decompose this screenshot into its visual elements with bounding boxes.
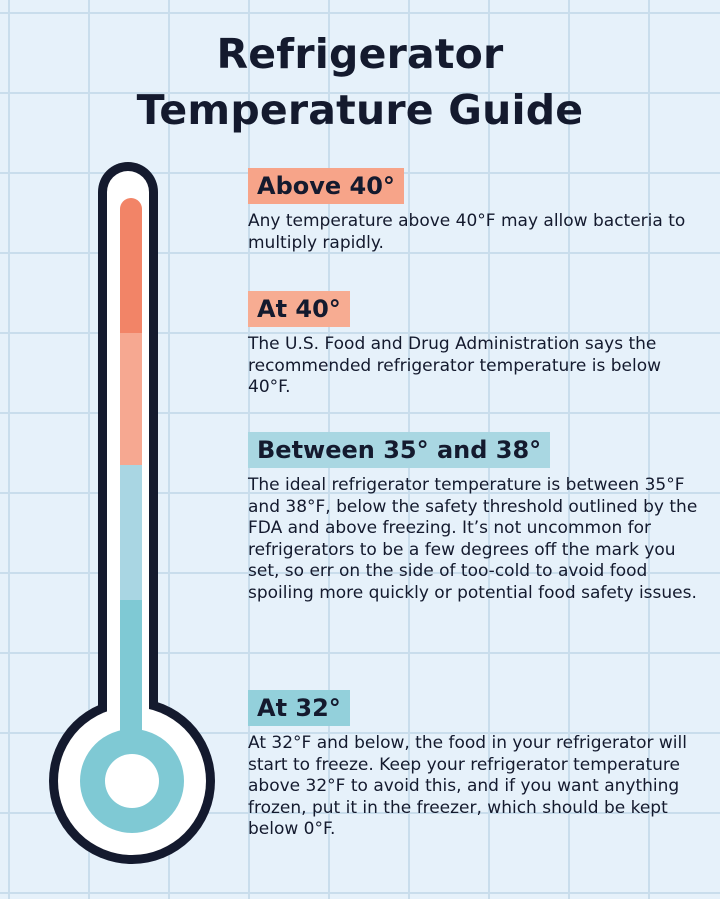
section-heading-between-35-38: Between 35° and 38° bbox=[248, 432, 550, 468]
thermometer-bulb-neck bbox=[120, 720, 142, 740]
section-between-35-38 bbox=[248, 432, 698, 605]
page-title-line-1: Refrigerator bbox=[216, 30, 504, 78]
thermometer-bulb-center bbox=[105, 754, 159, 808]
page-title bbox=[0, 26, 720, 138]
section-text-between-35-38: The ideal refrigerator temperature is between 35°F and 38°F, below the safety threshold outlined by the FDA and above freezing. It’s not uncommon for refrigerators to be a few degrees off the mark you set, so err on the side of too-cold to avoid food spoiling more quickly or potential food safety issues. bbox=[248, 475, 698, 603]
thermometer-zone-at-40 bbox=[120, 333, 142, 465]
section-text-above-40: Any temperature above 40°F may allow bacteria to multiply rapidly. bbox=[248, 211, 686, 253]
thermometer-zone-between-35-38 bbox=[120, 465, 142, 600]
section-at-40 bbox=[248, 291, 698, 399]
section-heading-at-40: At 40° bbox=[248, 291, 350, 327]
section-text-at-40: The U.S. Food and Drug Administration says the recommended refrigerator temperature is below 40°F. bbox=[248, 334, 662, 398]
section-above-40 bbox=[248, 168, 698, 254]
page-title-line-2: Temperature Guide bbox=[136, 86, 584, 134]
section-heading-above-40: Above 40° bbox=[248, 168, 404, 204]
section-at-32 bbox=[248, 690, 698, 841]
section-text-at-32: At 32°F and below, the food in your refrigerator will start to freeze. Keep your refrigerator temperature above 32°F to avoid this, and if you want anything frozen, put it in the freezer, which should be kept below 0°F. bbox=[248, 733, 687, 840]
thermometer-zone-above-40-fill bbox=[120, 215, 142, 333]
section-heading-at-32: At 32° bbox=[248, 690, 350, 726]
thermometer-icon bbox=[48, 160, 228, 870]
